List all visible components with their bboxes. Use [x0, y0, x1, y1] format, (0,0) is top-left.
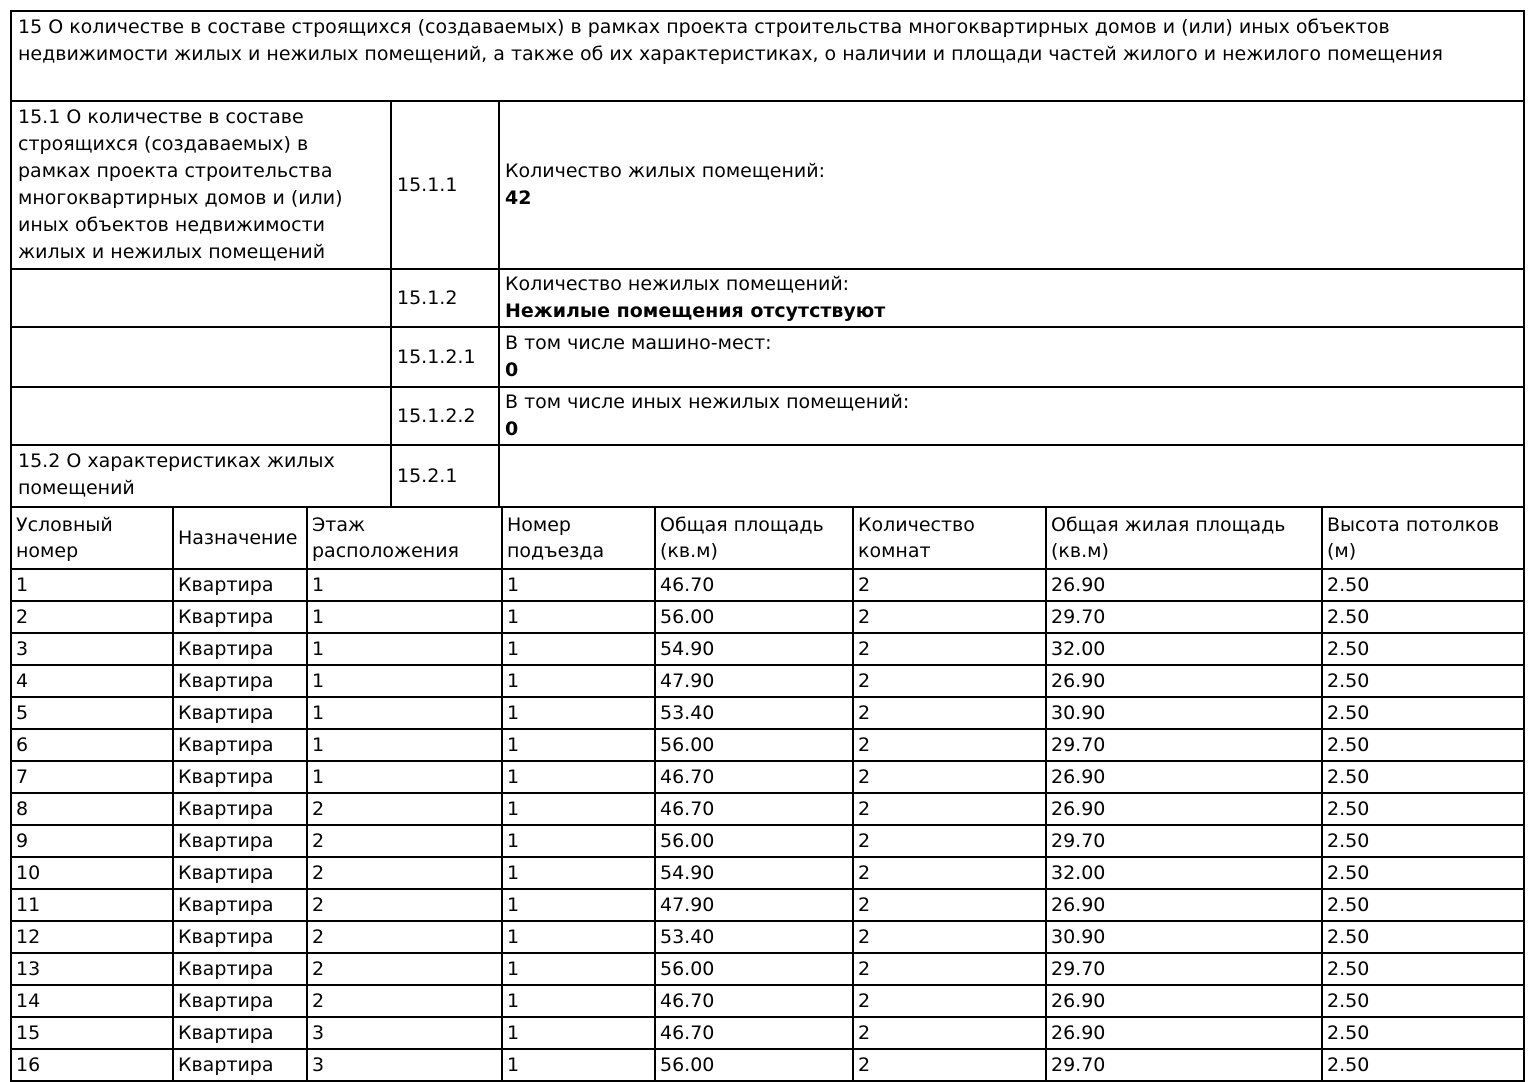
table-cell: Квартира	[173, 1049, 307, 1081]
table-cell: 2.50	[1322, 729, 1524, 761]
table-cell: 12	[11, 921, 173, 953]
table-cell: 1	[502, 761, 655, 793]
table-cell: 46.70	[655, 985, 853, 1017]
table-cell: 46.70	[655, 569, 853, 601]
table-cell: 2	[853, 857, 1046, 889]
section-15-table	[10, 10, 1525, 508]
table-row	[11, 793, 1524, 825]
column-header-purpose: Назначение	[173, 507, 307, 569]
table-cell: 1	[502, 1017, 655, 1049]
table-cell: Квартира	[173, 697, 307, 729]
table-cell: 1	[502, 569, 655, 601]
table-row	[11, 921, 1524, 953]
field-value: 0	[505, 418, 519, 440]
table-cell: 2	[307, 985, 502, 1017]
table-cell: 2.50	[1322, 665, 1524, 697]
table-cell: 2	[853, 889, 1046, 921]
table-cell: 1	[502, 729, 655, 761]
table-cell: 13	[11, 953, 173, 985]
table-cell: 2	[853, 825, 1046, 857]
section-15-1-description: 15.1 О количестве в составе строящихся (создаваемых) в рамках проекта строительства многоквартирных домов и (или) иных объектов недвижимости жилых и нежилых помещений	[11, 101, 391, 269]
field-label: Количество нежилых помещений:	[505, 273, 850, 295]
table-cell: 1	[307, 569, 502, 601]
table-cell: 29.70	[1046, 825, 1322, 857]
field-label: В том числе иных нежилых помещений:	[505, 391, 910, 413]
table-cell: 2	[853, 697, 1046, 729]
field-label: В том числе машино-мест:	[505, 332, 772, 354]
section-number-15-2-1: 15.2.1	[391, 445, 499, 507]
table-cell: 2.50	[1322, 569, 1524, 601]
table-cell: 53.40	[655, 697, 853, 729]
table-cell: 2.50	[1322, 793, 1524, 825]
section-content-15-2-1	[499, 445, 1524, 507]
table-cell: 46.70	[655, 1017, 853, 1049]
column-header-floor: Этаж расположения	[307, 507, 502, 569]
table-cell: 2	[11, 601, 173, 633]
section-content-15-1-2	[499, 269, 1524, 327]
table-cell: 1	[502, 697, 655, 729]
section-content-15-1-2-1	[499, 327, 1524, 387]
project-declaration-page	[10, 10, 1523, 1082]
table-cell: 29.70	[1046, 953, 1322, 985]
table-cell: 3	[307, 1049, 502, 1081]
column-header-conditional-number: Условный номер	[11, 507, 173, 569]
table-cell: 2	[853, 953, 1046, 985]
table-cell: 8	[11, 793, 173, 825]
table-cell: 1	[502, 633, 655, 665]
table-row	[11, 633, 1524, 665]
section-content-15-1-2-2	[499, 387, 1524, 445]
table-cell: Квартира	[173, 729, 307, 761]
table-row	[11, 601, 1524, 633]
table-cell: 2.50	[1322, 697, 1524, 729]
table-cell: 2	[307, 953, 502, 985]
table-cell: 14	[11, 985, 173, 1017]
table-cell: 1	[307, 633, 502, 665]
table-cell: Квартира	[173, 889, 307, 921]
section-row-15-1-2-2	[11, 387, 1524, 445]
section-15-title-row	[11, 11, 1524, 101]
table-cell: Квартира	[173, 633, 307, 665]
table-row	[11, 697, 1524, 729]
table-cell: 26.90	[1046, 665, 1322, 697]
table-cell: 2	[853, 1049, 1046, 1081]
table-cell: 56.00	[655, 825, 853, 857]
table-cell: 1	[307, 729, 502, 761]
section-number-15-1-1: 15.1.1	[391, 101, 499, 269]
table-cell: 2	[307, 825, 502, 857]
section-row-15-1-2	[11, 269, 1524, 327]
table-cell: 2	[853, 985, 1046, 1017]
table-cell: 32.00	[1046, 857, 1322, 889]
table-cell: Квартира	[173, 601, 307, 633]
table-cell: Квартира	[173, 665, 307, 697]
section-number-15-1-2-1: 15.1.2.1	[391, 327, 499, 387]
table-row	[11, 1049, 1524, 1081]
table-cell: Квартира	[173, 985, 307, 1017]
table-cell: 2.50	[1322, 889, 1524, 921]
section-row-15-1-1	[11, 101, 1524, 269]
table-cell: 47.90	[655, 665, 853, 697]
apartments-tbody	[11, 569, 1524, 1081]
table-cell: 1	[502, 889, 655, 921]
table-cell: 1	[307, 601, 502, 633]
table-cell: 29.70	[1046, 1049, 1322, 1081]
table-row	[11, 953, 1524, 985]
section-number-15-1-2: 15.1.2	[391, 269, 499, 327]
section-row-15-2-1	[11, 445, 1524, 507]
table-cell: 9	[11, 825, 173, 857]
table-cell: 1	[502, 665, 655, 697]
table-cell: Квартира	[173, 825, 307, 857]
table-cell: 2.50	[1322, 857, 1524, 889]
table-cell: Квартира	[173, 921, 307, 953]
section-content-15-1-1	[499, 101, 1524, 269]
table-cell: 2.50	[1322, 1049, 1524, 1081]
table-cell: 1	[502, 953, 655, 985]
table-cell: 46.70	[655, 761, 853, 793]
section-15-2-description: 15.2 О характеристиках жилых помещений	[11, 445, 391, 507]
column-header-room-count: Количество комнат	[853, 507, 1046, 569]
table-cell: 46.70	[655, 793, 853, 825]
table-cell: Квартира	[173, 1017, 307, 1049]
table-cell: Квартира	[173, 953, 307, 985]
table-cell: 29.70	[1046, 601, 1322, 633]
table-row	[11, 665, 1524, 697]
table-row	[11, 569, 1524, 601]
table-cell: 2.50	[1322, 953, 1524, 985]
table-cell: 2	[307, 793, 502, 825]
table-cell: 26.90	[1046, 985, 1322, 1017]
table-cell: 26.90	[1046, 793, 1322, 825]
table-cell: Квартира	[173, 793, 307, 825]
table-cell: 2	[307, 889, 502, 921]
field-label: Количество жилых помещений:	[505, 160, 825, 182]
table-cell: 3	[307, 1017, 502, 1049]
table-cell: 26.90	[1046, 761, 1322, 793]
table-cell: 2	[307, 921, 502, 953]
table-row	[11, 729, 1524, 761]
table-cell: 2.50	[1322, 633, 1524, 665]
table-cell: 6	[11, 729, 173, 761]
table-cell: 2	[853, 729, 1046, 761]
table-cell: 56.00	[655, 953, 853, 985]
table-cell: 2.50	[1322, 921, 1524, 953]
field-value: 42	[505, 187, 532, 209]
table-cell: 56.00	[655, 729, 853, 761]
table-cell: Квартира	[173, 761, 307, 793]
section-row-15-1-2-1	[11, 327, 1524, 387]
table-cell: 2.50	[1322, 601, 1524, 633]
table-cell: 54.90	[655, 857, 853, 889]
table-cell: Квартира	[173, 857, 307, 889]
table-cell: 53.40	[655, 921, 853, 953]
table-cell: 56.00	[655, 601, 853, 633]
table-cell: 15	[11, 1017, 173, 1049]
table-cell: 1	[502, 857, 655, 889]
table-cell: 11	[11, 889, 173, 921]
table-cell: 1	[307, 761, 502, 793]
table-cell: 5	[11, 697, 173, 729]
table-row	[11, 825, 1524, 857]
table-cell: 2	[307, 857, 502, 889]
column-header-living-area: Общая жилая площадь (кв.м)	[1046, 507, 1322, 569]
section-number-15-1-2-2: 15.1.2.2	[391, 387, 499, 445]
table-cell: 2	[853, 569, 1046, 601]
table-cell: 2	[853, 1017, 1046, 1049]
table-cell: 1	[502, 1049, 655, 1081]
table-cell: 3	[11, 633, 173, 665]
table-cell: 2	[853, 921, 1046, 953]
table-cell: 10	[11, 857, 173, 889]
empty-cell	[11, 387, 391, 445]
table-cell: 1	[502, 985, 655, 1017]
table-cell: Квартира	[173, 569, 307, 601]
table-cell: 1	[11, 569, 173, 601]
column-header-total-area: Общая площадь (кв.м)	[655, 507, 853, 569]
field-value: Нежилые помещения отсутствуют	[505, 300, 886, 322]
table-cell: 26.90	[1046, 569, 1322, 601]
table-cell: 4	[11, 665, 173, 697]
table-cell: 2.50	[1322, 985, 1524, 1017]
table-row	[11, 857, 1524, 889]
table-cell: 1	[307, 665, 502, 697]
table-cell: 2.50	[1322, 761, 1524, 793]
table-cell: 47.90	[655, 889, 853, 921]
empty-cell	[11, 327, 391, 387]
table-cell: 26.90	[1046, 889, 1322, 921]
table-row	[11, 889, 1524, 921]
table-cell: 29.70	[1046, 729, 1322, 761]
table-cell: 1	[502, 921, 655, 953]
table-cell: 2	[853, 793, 1046, 825]
table-cell: 30.90	[1046, 697, 1322, 729]
apartments-table	[10, 506, 1525, 1082]
table-cell: 2	[853, 601, 1046, 633]
table-row	[11, 985, 1524, 1017]
table-row	[11, 761, 1524, 793]
table-cell: 2	[853, 633, 1046, 665]
table-cell: 2.50	[1322, 1017, 1524, 1049]
table-cell: 1	[502, 825, 655, 857]
table-row	[11, 1017, 1524, 1049]
table-cell: 2	[853, 761, 1046, 793]
column-header-ceiling-height: Высота потолков (м)	[1322, 507, 1524, 569]
field-value: 0	[505, 359, 519, 381]
section-15-title: 15 О количестве в составе строящихся (создаваемых) в рамках проекта строительства многоквартирных домов и (или) иных объектов недвижимости жилых и нежилых помещений, а также об их характеристиках, о наличии и площади частей жилого и нежилого помещения	[11, 11, 1524, 101]
table-cell: 30.90	[1046, 921, 1322, 953]
column-header-entrance-number: Номер подъезда	[502, 507, 655, 569]
table-cell: 32.00	[1046, 633, 1322, 665]
table-cell: 7	[11, 761, 173, 793]
table-cell: 54.90	[655, 633, 853, 665]
empty-cell	[11, 269, 391, 327]
table-cell: 56.00	[655, 1049, 853, 1081]
table-cell: 16	[11, 1049, 173, 1081]
table-cell: 2	[853, 665, 1046, 697]
apartments-header-row	[11, 507, 1524, 569]
table-cell: 1	[502, 793, 655, 825]
table-cell: 1	[502, 601, 655, 633]
table-cell: 2.50	[1322, 825, 1524, 857]
table-cell: 26.90	[1046, 1017, 1322, 1049]
table-cell: 1	[307, 697, 502, 729]
